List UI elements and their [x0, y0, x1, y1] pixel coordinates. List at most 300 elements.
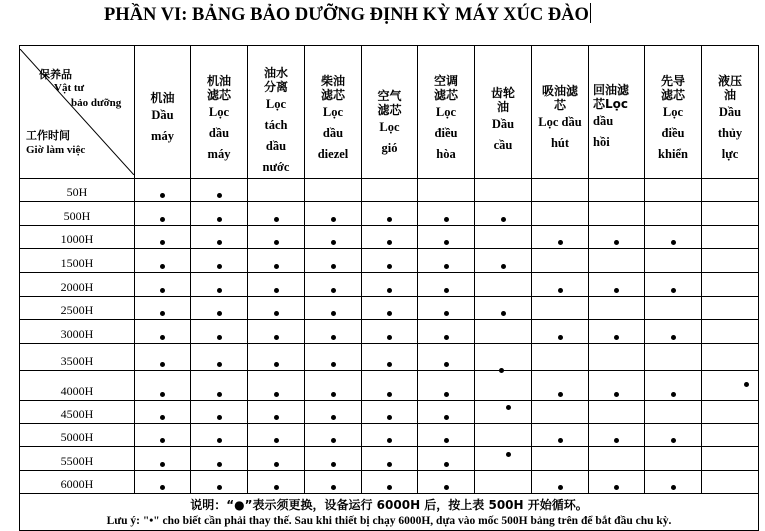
- replace-dot-icon: [274, 392, 279, 397]
- page-title-text: PHẦN VI: BẢNG BẢO DƯỠNG ĐỊNH KỲ MÁY XÚC ĐÀO: [104, 5, 589, 25]
- schedule-cell: [589, 273, 645, 297]
- table-row: [20, 401, 759, 424]
- schedule-cell: [418, 344, 475, 371]
- schedule-cell: [135, 179, 191, 202]
- schedule-cell: [589, 320, 645, 344]
- column-header-water-separator: [248, 46, 305, 179]
- replace-dot-icon: [217, 193, 222, 198]
- column-header-line: Lọc: [435, 104, 457, 119]
- column-header-line: điều: [434, 125, 458, 140]
- schedule-cell: [475, 371, 532, 401]
- hours-cell: [20, 424, 135, 447]
- schedule-cell: [305, 226, 362, 249]
- schedule-cell: [702, 447, 759, 471]
- schedule-cell: [248, 447, 305, 471]
- column-header-line: 油: [496, 100, 509, 114]
- schedule-cell: [532, 371, 589, 401]
- column-header-line: Lọc: [265, 97, 287, 111]
- schedule-cell: [645, 447, 702, 471]
- column-header-line: hồi: [593, 135, 610, 149]
- replace-dot-icon: [558, 438, 563, 443]
- column-header-line: cầu: [493, 138, 513, 152]
- schedule-cell: [135, 447, 191, 471]
- replace-dot-icon: [331, 438, 336, 443]
- items-label-vi-2: bảo dưỡng: [71, 97, 122, 109]
- column-header-line: dầu: [265, 139, 287, 153]
- table-row: [20, 471, 759, 494]
- replace-dot-icon: [387, 311, 392, 316]
- column-header-line: Dầu: [491, 117, 515, 131]
- replace-dot-icon: [506, 452, 511, 457]
- column-header-line: hòa: [436, 146, 456, 161]
- replace-dot-icon: [160, 240, 165, 245]
- replace-dot-icon: [274, 335, 279, 340]
- schedule-cell: [135, 249, 191, 273]
- replace-dot-icon: [614, 335, 619, 340]
- replace-dot-icon: [387, 288, 392, 293]
- schedule-cell: [248, 424, 305, 447]
- replace-dot-icon: [671, 335, 676, 340]
- schedule-cell: [305, 297, 362, 320]
- replace-dot-icon: [444, 362, 449, 367]
- schedule-cell: [418, 401, 475, 424]
- hours-cell: [20, 401, 135, 424]
- replace-dot-icon: [558, 240, 563, 245]
- replace-dot-icon: [331, 311, 336, 316]
- replace-dot-icon: [614, 438, 619, 443]
- schedule-cell: [305, 471, 362, 494]
- schedule-cell: [645, 249, 702, 273]
- schedule-cell: [645, 202, 702, 226]
- schedule-cell: [191, 202, 248, 226]
- replace-dot-icon: [217, 392, 222, 397]
- schedule-cell: [418, 320, 475, 344]
- schedule-cell: [362, 371, 418, 401]
- table-row: [20, 371, 759, 401]
- replace-dot-icon: [160, 193, 165, 198]
- replace-dot-icon: [387, 438, 392, 443]
- maintenance-schedule-table: [19, 45, 759, 531]
- schedule-cell: [135, 424, 191, 447]
- table-row: [20, 202, 759, 226]
- hours-cell: [20, 273, 135, 297]
- column-header-line: diezel: [317, 146, 349, 161]
- schedule-cell: [191, 297, 248, 320]
- schedule-cell: [645, 297, 702, 320]
- replace-dot-icon: [331, 335, 336, 340]
- hours-value: 2000H: [60, 280, 94, 294]
- hours-value: 3500H: [60, 354, 94, 368]
- schedule-cell: [248, 344, 305, 371]
- column-header-line: 滤芯: [320, 87, 345, 102]
- replace-dot-icon: [274, 217, 279, 222]
- replace-dot-icon: [444, 217, 449, 222]
- schedule-cell: [475, 401, 532, 424]
- column-header-line: Lọc: [208, 104, 230, 119]
- schedule-cell: [191, 371, 248, 401]
- schedule-cell: [362, 249, 418, 273]
- replace-dot-icon: [160, 462, 165, 467]
- replace-dot-icon: [558, 485, 563, 490]
- column-header-line: 空调: [433, 73, 458, 88]
- schedule-cell: [645, 179, 702, 202]
- replace-dot-icon: [387, 335, 392, 340]
- schedule-cell: [418, 249, 475, 273]
- replace-dot-icon: [160, 217, 165, 222]
- schedule-cell: [475, 202, 532, 226]
- table-row: [20, 226, 759, 249]
- note-zh: 说明：“●”表示须更换，设备运行 6000H 后，按上表 500H 开始循环。: [190, 497, 588, 512]
- column-header-line: 油: [723, 87, 736, 102]
- schedule-cell: [589, 471, 645, 494]
- hours-cell: [20, 297, 135, 320]
- schedule-cell: [645, 424, 702, 447]
- column-header-line: Dầu: [151, 108, 174, 122]
- hours-cell: [20, 471, 135, 494]
- replace-dot-icon: [160, 438, 165, 443]
- replace-dot-icon: [217, 415, 222, 420]
- schedule-cell: [248, 179, 305, 202]
- column-header-line: 吸油滤: [541, 84, 578, 98]
- column-header-line: 油水: [263, 66, 288, 80]
- replace-dot-icon: [558, 335, 563, 340]
- replace-dot-icon: [331, 362, 336, 367]
- schedule-cell: [702, 344, 759, 371]
- hours-cell: [20, 320, 135, 344]
- replace-dot-icon: [387, 264, 392, 269]
- replace-dot-icon: [160, 392, 165, 397]
- replace-dot-icon: [387, 392, 392, 397]
- table-row: [20, 273, 759, 297]
- replace-dot-icon: [274, 311, 279, 316]
- hours-label-zh: 工作时间: [26, 129, 70, 142]
- schedule-cell: [305, 424, 362, 447]
- column-header-line: dầu: [593, 114, 614, 128]
- replace-dot-icon: [387, 415, 392, 420]
- schedule-cell: [362, 424, 418, 447]
- schedule-cell: [248, 401, 305, 424]
- schedule-cell: [702, 320, 759, 344]
- replace-dot-icon: [444, 240, 449, 245]
- schedule-cell: [418, 179, 475, 202]
- replace-dot-icon: [331, 415, 336, 420]
- schedule-cell: [475, 297, 532, 320]
- column-header-line: Lọc: [322, 104, 344, 119]
- schedule-cell: [532, 226, 589, 249]
- table-row: [20, 344, 759, 371]
- schedule-cell: [305, 202, 362, 226]
- replace-dot-icon: [160, 415, 165, 420]
- schedule-cell: [589, 226, 645, 249]
- column-header-line: gió: [381, 141, 398, 155]
- schedule-cell: [589, 447, 645, 471]
- schedule-cell: [589, 401, 645, 424]
- replace-dot-icon: [217, 335, 222, 340]
- replace-dot-icon: [671, 438, 676, 443]
- schedule-cell: [191, 447, 248, 471]
- table-row: [20, 447, 759, 471]
- hours-cell: [20, 202, 135, 226]
- hours-cell: [20, 371, 135, 401]
- replace-dot-icon: [614, 240, 619, 245]
- replace-dot-icon: [506, 405, 511, 410]
- schedule-cell: [305, 179, 362, 202]
- column-header-line: 滤芯: [433, 87, 458, 102]
- hours-value: 1500H: [60, 256, 94, 270]
- replace-dot-icon: [331, 240, 336, 245]
- schedule-cell: [418, 371, 475, 401]
- schedule-cell: [418, 202, 475, 226]
- items-label-vi-1: Vật tư: [54, 82, 85, 94]
- schedule-cell: [475, 424, 532, 447]
- schedule-cell: [532, 401, 589, 424]
- hours-cell: [20, 344, 135, 371]
- replace-dot-icon: [217, 288, 222, 293]
- schedule-cell: [589, 202, 645, 226]
- schedule-cell: [475, 179, 532, 202]
- column-header-line: lực: [721, 146, 739, 161]
- replace-dot-icon: [558, 392, 563, 397]
- schedule-cell: [532, 344, 589, 371]
- replace-dot-icon: [444, 288, 449, 293]
- footer-note-cell: [20, 494, 759, 531]
- schedule-cell: [702, 401, 759, 424]
- replace-dot-icon: [274, 264, 279, 269]
- column-header-line: 齿轮: [490, 86, 515, 100]
- schedule-cell: [645, 226, 702, 249]
- schedule-cell: [362, 344, 418, 371]
- schedule-cell: [248, 320, 305, 344]
- column-header-diesel-filter: [305, 46, 362, 179]
- schedule-cell: [135, 320, 191, 344]
- hours-value: 3000H: [60, 327, 94, 341]
- schedule-cell: [248, 249, 305, 273]
- schedule-cell: [475, 273, 532, 297]
- replace-dot-icon: [671, 240, 676, 245]
- replace-dot-icon: [387, 217, 392, 222]
- schedule-cell: [702, 226, 759, 249]
- column-header-gear-oil: [475, 46, 532, 179]
- schedule-cell: [305, 249, 362, 273]
- schedule-cell: [135, 471, 191, 494]
- schedule-cell: [645, 344, 702, 371]
- schedule-cell: [532, 249, 589, 273]
- column-header-line: nước: [262, 160, 290, 174]
- schedule-cell: [305, 447, 362, 471]
- column-header-line: 滤芯: [660, 87, 685, 102]
- schedule-cell: [362, 202, 418, 226]
- schedule-cell: [589, 371, 645, 401]
- schedule-cell: [645, 371, 702, 401]
- replace-dot-icon: [501, 217, 506, 222]
- schedule-cell: [362, 447, 418, 471]
- schedule-cell: [702, 297, 759, 320]
- table-row: [20, 424, 759, 447]
- note-vi: Lưu ý: "•" cho biết cần phải thay thế. Sau khi thiết bị chạy 6000H, dựa vào mốc 500H bảng trên để bắt đầu chu kỳ.: [106, 514, 672, 527]
- schedule-cell: [532, 297, 589, 320]
- column-header-line: thủy: [717, 125, 743, 140]
- replace-dot-icon: [217, 485, 222, 490]
- replace-dot-icon: [444, 335, 449, 340]
- hours-cell: [20, 226, 135, 249]
- corner-header-cell: [20, 46, 135, 179]
- schedule-cell: [191, 273, 248, 297]
- replace-dot-icon: [160, 264, 165, 269]
- schedule-cell: [362, 273, 418, 297]
- schedule-cell: [248, 371, 305, 401]
- replace-dot-icon: [274, 240, 279, 245]
- schedule-cell: [362, 401, 418, 424]
- schedule-cell: [475, 320, 532, 344]
- table-row: [20, 297, 759, 320]
- replace-dot-icon: [160, 485, 165, 490]
- column-header-line: khiển: [658, 146, 688, 161]
- schedule-cell: [418, 424, 475, 447]
- column-header-line: 滤芯: [377, 103, 402, 117]
- schedule-cell: [702, 424, 759, 447]
- column-header-line: 液压: [717, 73, 742, 88]
- schedule-cell: [248, 297, 305, 320]
- schedule-cell: [589, 297, 645, 320]
- schedule-cell: [532, 471, 589, 494]
- schedule-cell: [191, 249, 248, 273]
- column-header-line: 机油: [206, 73, 231, 88]
- schedule-cell: [135, 401, 191, 424]
- column-header-line: Dầu: [718, 104, 742, 119]
- schedule-cell: [248, 202, 305, 226]
- replace-dot-icon: [444, 392, 449, 397]
- schedule-cell: [248, 471, 305, 494]
- replace-dot-icon: [160, 335, 165, 340]
- hours-value: 500H: [63, 209, 91, 223]
- replace-dot-icon: [160, 362, 165, 367]
- hours-value: 4500H: [60, 407, 94, 421]
- replace-dot-icon: [387, 485, 392, 490]
- schedule-cell: [645, 471, 702, 494]
- replace-dot-icon: [671, 288, 676, 293]
- column-header-line: 机油: [150, 91, 175, 105]
- schedule-cell: [645, 273, 702, 297]
- replace-dot-icon: [331, 462, 336, 467]
- schedule-cell: [475, 226, 532, 249]
- replace-dot-icon: [217, 264, 222, 269]
- schedule-cell: [532, 320, 589, 344]
- column-header-hydraulic-oil: [702, 46, 759, 179]
- replace-dot-icon: [274, 462, 279, 467]
- hours-value: 6000H: [60, 477, 94, 491]
- replace-dot-icon: [274, 438, 279, 443]
- replace-dot-icon: [274, 362, 279, 367]
- column-header-line: Lọc: [662, 104, 684, 119]
- column-header-line: 芯Lọc: [593, 97, 629, 111]
- column-header-line: tách: [264, 118, 288, 132]
- schedule-cell: [191, 471, 248, 494]
- replace-dot-icon: [160, 311, 165, 316]
- schedule-cell: [702, 249, 759, 273]
- header-row: [20, 46, 759, 179]
- schedule-cell: [191, 179, 248, 202]
- replace-dot-icon: [744, 382, 749, 387]
- column-header-line: 芯: [553, 98, 566, 112]
- table-row: [20, 320, 759, 344]
- replace-dot-icon: [444, 438, 449, 443]
- replace-dot-icon: [217, 362, 222, 367]
- schedule-cell: [589, 179, 645, 202]
- replace-dot-icon: [217, 311, 222, 316]
- replace-dot-icon: [501, 311, 506, 316]
- schedule-cell: [248, 273, 305, 297]
- schedule-cell: [702, 179, 759, 202]
- replace-dot-icon: [558, 288, 563, 293]
- schedule-cell: [248, 226, 305, 249]
- schedule-cell: [702, 202, 759, 226]
- table-row: [20, 179, 759, 202]
- column-header-line: Lọc dầu: [538, 115, 582, 129]
- schedule-cell: [475, 447, 532, 471]
- schedule-cell: [418, 471, 475, 494]
- schedule-cell: [191, 344, 248, 371]
- replace-dot-icon: [331, 485, 336, 490]
- replace-dot-icon: [444, 415, 449, 420]
- hours-value: 50H: [66, 185, 88, 199]
- schedule-cell: [135, 202, 191, 226]
- hours-cell: [20, 179, 135, 202]
- column-header-line: 回油滤: [593, 83, 630, 97]
- replace-dot-icon: [331, 264, 336, 269]
- schedule-cell: [305, 401, 362, 424]
- schedule-cell: [191, 401, 248, 424]
- column-header-line: 空气: [377, 89, 402, 103]
- schedule-cell: [532, 179, 589, 202]
- footer-row: [20, 494, 759, 531]
- hours-value: 2500H: [60, 303, 94, 317]
- schedule-cell: [305, 371, 362, 401]
- schedule-cell: [191, 424, 248, 447]
- replace-dot-icon: [217, 217, 222, 222]
- schedule-cell: [532, 202, 589, 226]
- replace-dot-icon: [671, 392, 676, 397]
- text-caret: [590, 3, 591, 23]
- replace-dot-icon: [387, 240, 392, 245]
- schedule-cell: [645, 401, 702, 424]
- hours-value: 5000H: [60, 430, 94, 444]
- schedule-cell: [475, 344, 532, 371]
- replace-dot-icon: [274, 288, 279, 293]
- schedule-cell: [418, 297, 475, 320]
- replace-dot-icon: [444, 485, 449, 490]
- hours-value: 5500H: [60, 454, 94, 468]
- schedule-cell: [418, 447, 475, 471]
- replace-dot-icon: [160, 288, 165, 293]
- schedule-cell: [702, 471, 759, 494]
- schedule-cell: [135, 273, 191, 297]
- schedule-cell: [362, 471, 418, 494]
- replace-dot-icon: [331, 217, 336, 222]
- schedule-cell: [418, 273, 475, 297]
- page-title: [104, 3, 591, 26]
- column-header-line: máy: [151, 129, 174, 143]
- schedule-cell: [191, 320, 248, 344]
- column-header-engine-oil-filter: [191, 46, 248, 179]
- schedule-cell: [362, 226, 418, 249]
- schedule-cell: [475, 249, 532, 273]
- schedule-cell: [532, 273, 589, 297]
- replace-dot-icon: [274, 485, 279, 490]
- schedule-cell: [532, 424, 589, 447]
- column-header-suction-filter: [532, 46, 589, 179]
- replace-dot-icon: [614, 485, 619, 490]
- column-header-line: dầu: [208, 125, 230, 140]
